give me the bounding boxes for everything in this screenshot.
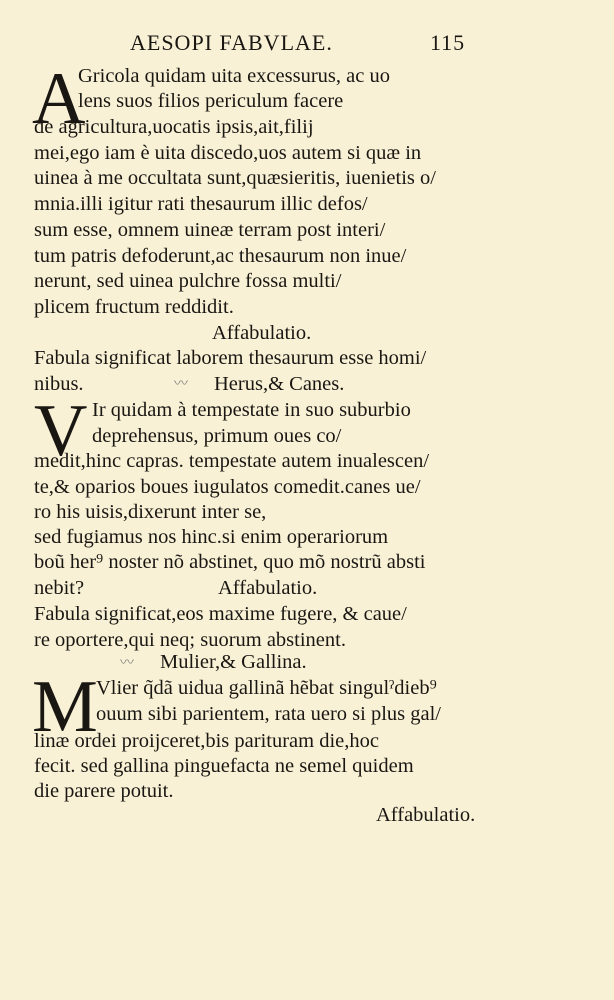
text-line: sum esse, omnem uineæ terram post interi/ — [34, 219, 386, 241]
drop-capital-m: M — [32, 666, 98, 748]
fable-title: Mulier,& Gallina. — [160, 651, 307, 673]
text-line: linæ ordei proijceret,bis parituram die,hoc — [34, 730, 379, 752]
text-line: Ir quidam à tempestate in suo suburbio — [92, 399, 411, 421]
text-line: deprehensus, primum oues co/ — [92, 425, 342, 447]
text-line: mnia.illi igitur rati thesaurum illic defos/ — [34, 193, 368, 215]
text-line: plicem fructum reddidit. — [34, 296, 234, 318]
text-line: boũ her⁹ noster nõ abstinet, quo mõ nostrũ absti — [34, 551, 426, 573]
page-number: 115 — [430, 30, 466, 55]
text-line: mei,ego iam è uita discedo,uos autem si quæ in — [34, 142, 422, 164]
text-line: Vlier q̃dã uidua gallinã hẽbat singulˀdieb⁹ — [96, 677, 437, 699]
text-line: nerunt, sed uinea pulchre fossa multi/ — [34, 270, 342, 292]
moral-line: nibus. — [34, 373, 84, 395]
text-line: medit,hinc capras. tempestate autem inualescen/ — [34, 450, 430, 472]
moral-line: Fabula significat,eos maxime fugere, & caue/ — [34, 603, 407, 625]
text-line: ouum sibi parientem, rata uero si plus gal/ — [96, 703, 442, 725]
moral-line: Fabula significat laborem thesaurum esse homi/ — [34, 347, 427, 369]
text-line: sed fugiamus nos hinc.si enim operariorum — [34, 526, 389, 548]
running-title: AESOPI FABVLAE. — [130, 30, 333, 55]
drop-capital-a: A — [32, 58, 86, 140]
text-line: nebit? — [34, 577, 85, 599]
text-line: uinea à me occultata sunt,quæsieritis, iuenietis o/ — [34, 167, 436, 189]
text-line: ro his uisis,dixerunt inter se, — [34, 501, 267, 523]
text-line: te,& oparios boues iugulatos comedit.canes ue/ — [34, 476, 421, 498]
printer-flourish: 〰 — [120, 656, 134, 671]
printer-flourish: 〰 — [174, 377, 188, 392]
affabulatio-heading: Affabulatio. — [376, 804, 476, 826]
text-line: fecit. sed gallina pinguefacta ne semel quidem — [34, 755, 414, 777]
fable-title: Herus,& Canes. — [214, 373, 345, 395]
text-line: Gricola quidam uita excessurus, ac uo — [78, 65, 390, 87]
text-line: die parere potuit. — [34, 780, 174, 802]
running-header — [130, 30, 490, 60]
text-line: de agricultura,uocatis ipsis,ait,filij — [34, 116, 314, 138]
text-line: tum patris defoderunt,ac thesaurum non inue/ — [34, 245, 407, 267]
drop-capital-v: V — [34, 390, 88, 472]
affabulatio-heading: Affabulatio. — [212, 322, 312, 344]
text-line: lens suos filios periculum facere — [78, 90, 344, 112]
affabulatio-heading: Affabulatio. — [218, 577, 318, 599]
moral-line: re oportere,qui neq; suorum abstinent. — [34, 629, 346, 651]
